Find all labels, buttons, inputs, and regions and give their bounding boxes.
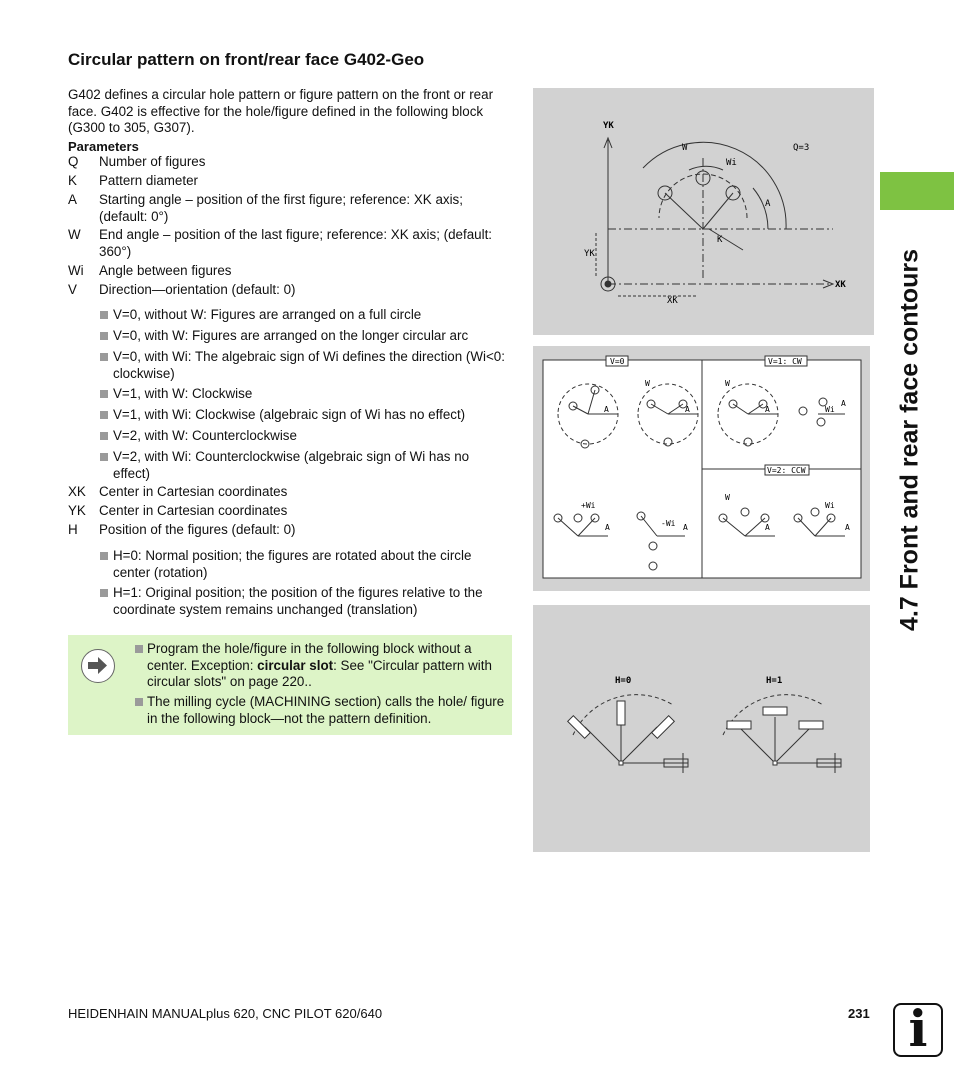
a-label: A (841, 399, 846, 408)
wi-label: Wi (825, 501, 835, 510)
h-option-item: H=0: Normal position; the figures are rotated about the circle center (rotation) (100, 548, 506, 581)
param-key: H (68, 522, 78, 537)
param-desc: Direction—orientation (default: 0) (99, 282, 296, 297)
xk-dimension-label: XK (667, 296, 678, 306)
w-label: W (725, 379, 730, 388)
param-xk (68, 484, 512, 501)
figure-position-figure (533, 605, 870, 852)
param-desc: Pattern diameter (99, 173, 198, 188)
param-desc: Center in Cartesian coordinates (99, 484, 288, 499)
param-k (68, 173, 512, 190)
bullet-square-icon (100, 589, 108, 597)
param-yk (68, 503, 512, 520)
note-item: The milling cycle (MACHINING section) calls the hole/ figure in the following block—not the pattern definition. (135, 694, 505, 727)
param-key: XK (68, 484, 86, 499)
a-label: A (765, 523, 770, 532)
w-label: W (682, 143, 688, 153)
info-icon: i (893, 1003, 943, 1057)
wi-label: Wi (825, 405, 835, 414)
wi-label: Wi (726, 158, 737, 168)
param-wi (68, 263, 512, 280)
a-label: A (683, 523, 688, 532)
param-desc: Position of the figures (default: 0) (99, 522, 296, 537)
bullet-square-icon (100, 552, 108, 560)
param-key: W (68, 227, 81, 242)
bullet-square-icon (100, 311, 108, 319)
param-desc: End angle – position of the last figure; reference: XK axis; (default: 360°) (99, 227, 493, 259)
v-option-item: V=0, with Wi: The algebraic sign of Wi defines the direction (Wi<0: clockwise) (100, 349, 506, 382)
param-key: V (68, 282, 77, 297)
bullet-square-icon (135, 698, 143, 706)
param-key: Wi (68, 263, 84, 278)
param-w (68, 227, 512, 260)
param-key: K (68, 173, 77, 188)
bullet-square-icon (100, 332, 108, 340)
v-option-item: V=0, without W: Figures are arranged on a full circle (100, 307, 506, 324)
a-label: A (845, 523, 850, 532)
bullet-square-icon (100, 390, 108, 398)
param-desc: Starting angle – position of the first figure; reference: XK axis; (default: 0°) (99, 192, 463, 224)
parameters-heading: Parameters (68, 139, 139, 154)
param-desc: Number of figures (99, 154, 206, 169)
section-title: Circular pattern on front/rear face G402-Geo (68, 50, 425, 69)
v-option-item: V=1, with W: Clockwise (100, 386, 506, 403)
bullet-square-icon (135, 645, 143, 653)
a-label: A (765, 199, 771, 209)
v2-ccw-label: V=2: CCW (767, 466, 806, 475)
yk-dimension-label: YK (584, 249, 595, 259)
param-a (68, 192, 512, 225)
page-number: 231 (848, 1006, 870, 1021)
a-label: A (605, 523, 610, 532)
w-label: W (725, 493, 730, 502)
direction-variants-figure (533, 346, 870, 591)
intro-paragraph: G402 defines a circular hole pattern or figure pattern on the front or rear face. G402 is effective for the hole/figure defined in the following block (G300 to 305, G307). (68, 87, 494, 135)
param-q (68, 154, 512, 171)
h0-label: H=0 (615, 676, 632, 686)
k-label: K (717, 235, 723, 245)
minus-wi-label: -Wi (661, 519, 676, 528)
bullet-square-icon (100, 453, 108, 461)
a-label: A (685, 405, 690, 414)
v-option-item: V=2, with W: Counterclockwise (100, 428, 506, 445)
section-tab-marker (880, 172, 954, 210)
note-item: Program the hole/figure in the following block without a center. Exception: circular slot: See "Circular pattern with circular slots" on page 220.. (135, 641, 505, 691)
note-box (68, 635, 512, 735)
v0-label: V=0 (610, 357, 625, 366)
h1-label: H=1 (766, 676, 783, 686)
h-option-item: H=1: Original position; the position of the figures relative to the coordinate system remains unchanged (translation) (100, 585, 506, 618)
xk-axis-label: XK (835, 280, 846, 290)
note-emphasis: circular slot (257, 657, 334, 673)
bullet-square-icon (100, 353, 108, 361)
a-label: A (765, 405, 770, 414)
param-key: YK (68, 503, 86, 518)
plus-wi-label: +Wi (581, 501, 596, 510)
pattern-geometry-figure (533, 88, 874, 335)
param-h (68, 522, 512, 539)
param-key: Q (68, 154, 79, 169)
bullet-square-icon (100, 432, 108, 440)
param-desc: Angle between figures (99, 263, 232, 278)
param-key: A (68, 192, 77, 207)
w-label: W (645, 379, 650, 388)
footer-text: HEIDENHAIN MANUALplus 620, CNC PILOT 620/640 (68, 1006, 383, 1021)
param-v (68, 282, 512, 299)
v-option-item: V=1, with Wi: Clockwise (algebraic sign of Wi has no effect) (100, 407, 506, 424)
arrow-right-icon (81, 649, 115, 683)
q-label: Q=3 (793, 143, 810, 153)
v1-cw-label: V=1: CW (768, 357, 802, 366)
param-desc: Center in Cartesian coordinates (99, 503, 288, 518)
v-option-item: V=2, with Wi: Counterclockwise (algebraic sign of Wi has no effect) (100, 449, 506, 482)
yk-axis-label: YK (603, 121, 614, 131)
bullet-square-icon (100, 411, 108, 419)
a-label: A (604, 405, 609, 414)
v-option-item: V=0, with W: Figures are arranged on the longer circular arc (100, 328, 506, 345)
